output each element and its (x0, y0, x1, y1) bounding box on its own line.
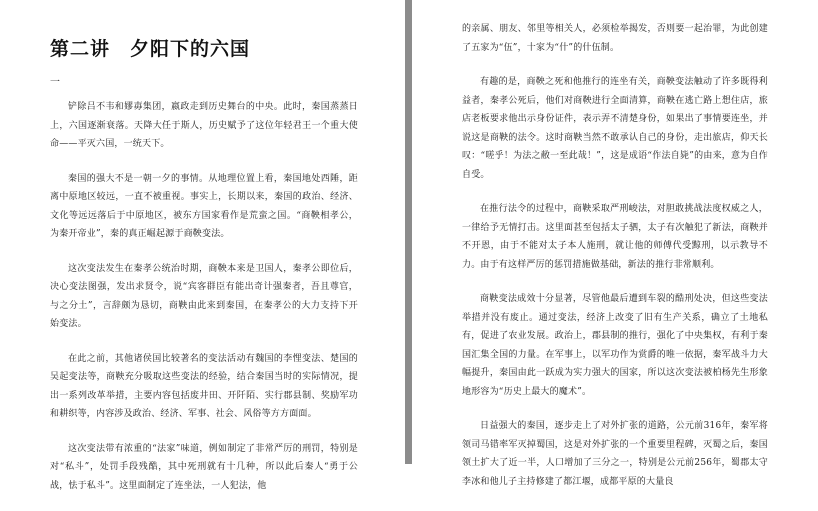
paragraph: 铲除吕不韦和嫪毐集团，嬴政走到历史舞台的中央。此时，秦国蒸蒸日上，六国逐渐衰落。天降大任于斯人，历史赋予了这位年轻君王一个重大使命——平灭六国，一统天下。 (50, 102, 358, 149)
paragraph: 有趣的是，商鞅之死和他推行的连坐有关，商鞅变法触动了许多既得利益者，秦孝公死后，他们对商鞅进行全面清算，商鞅在逃亡路上想住店，旅店老板要求他出示身份证件，表示弄不清楚身份，如果出了事情要连坐，并说这是商鞅的法令。这时商鞅当然不敢承认自己的身份，走出旅店，仰天长叹：“嗟乎！为法之敝一至此哉！”，这是成语“作法自毙”的由来，意为自作自受。 (462, 77, 768, 180)
right-page (412, 0, 818, 487)
paragraph: 这次变法带有浓重的“法家”味道，例如制定了非常严厉的刑罚，特别是对“私斗”，处罚手段残酷，其中死刑就有十几种，所以此后秦人“勇于公战，怯于私斗”。这里面制定了连坐法，一人犯法，他 (50, 443, 358, 491)
paragraph: 日益强大的秦国，逐步走上了对外扩张的道路，公元前316年，秦军将领司马错率军灭掉蜀国，这是对外扩张的一个重要里程碑，灭蜀之后，秦国领土扩大了近一半，人口增加了三分之一，特别是公元前256年，蜀郡太守李冰和他儿子主持修建了都江堰，成都平原的大量良 (462, 421, 768, 487)
page-gutter (405, 0, 412, 464)
paragraph: 在推行法令的过程中，商鞅采取严刑峻法，对胆敢挑战法度权威之人，一律给予无情打击。这里面甚至包括太子驷，太子有次触犯了新法，商鞅并不开恩，由于不能对太子本人施刑，就让他的师傅代受黥刑，以示教导不力。由于有这样严厉的惩罚措施做基础，新法的推行非常顺利。 (462, 204, 768, 270)
paragraph: 商鞅变法成效十分显著，尽管他最后遭到车裂的酷刑处决，但这些变法举措并没有废止。通过变法，经济上改变了旧有生产关系，确立了土地私有，促进了农业发展。政治上，郡县制的推行，强化了中央集权，有利于秦国汇集全国的力量。在军事上，以军功作为赏爵的唯一依据，秦军战斗力大幅提升，秦国由此一跃成为实力强大的国家，所以这次变法被柏杨先生形象地形容为“历史上最大的魔术”。 (462, 294, 768, 397)
right-page-content (462, 20, 768, 507)
section-number: 一 (50, 77, 60, 88)
left-page-content (50, 36, 358, 511)
paragraph-continued: 的亲属、朋友、邻里等相关人，必须检举揭发，否则要一起治罪，为此创建了五家为“伍”，十家为“什”的什伍制。 (462, 24, 768, 53)
paragraph: 秦国的强大不是一朝一夕的事情。从地理位置上看，秦国地处西陲，距离中原地区较远，一直不被重视。事实上，长期以来，秦国的政治、经济、文化等远远落后于中原地区，被东方国家看作是荒蛮之国。“商鞅相孝公，为秦开帝业”，秦的真正崛起源于商鞅变法。 (50, 173, 358, 239)
paragraph: 这次变法发生在秦孝公统治时期，商鞅本来是卫国人，秦孝公即位后，决心变法图强，发出求贤令，说“宾客群臣有能出奇计强秦者，吾且尊官，与之分土”，言辞颇为恳切，商鞅由此来到秦国，在秦孝公的大力支持下开始变法。 (50, 263, 358, 329)
left-page (0, 0, 405, 491)
chapter-title: 第二讲 夕阳下的六国 (50, 38, 251, 60)
paragraph: 在此之前，其他诸侯国比较著名的变法活动有魏国的李悝变法、楚国的吴起变法等，商鞅充分吸取这些变法的经验，结合秦国当时的实际情况，提出一系列改革举措，主要内容包括废井田、开阡陌、实行郡县制、奖励军功和耕织等，内容涉及政治、经济、军事、社会、风俗等方方面面。 (50, 353, 358, 419)
